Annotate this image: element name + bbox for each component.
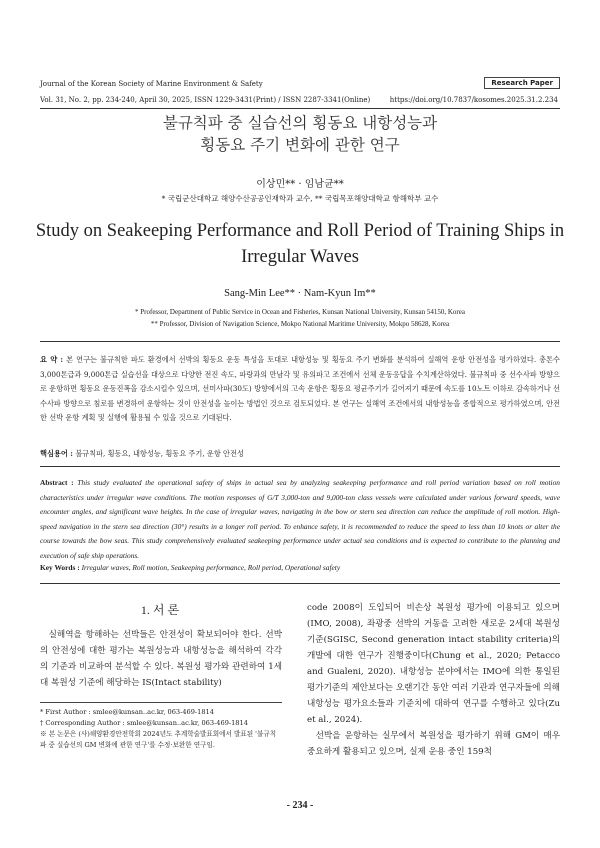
research-paper-badge: Research Paper [484, 77, 560, 89]
title-en-line1: Study on Seakeeping Performance and Roll Period of Training Ships in [35, 221, 565, 241]
footnote-corresponding: † Corresponding Author : smlee@kunsan..ac.kr, 063-469-1814 [40, 719, 248, 727]
abstract-ko-text: 본 연구는 불규칙한 파도 환경에서 선박의 횡동요 운동 특성을 토대로 내항성능 및 횡동요 주기 변화를 분석하여 실해역 운항 안전성을 평가하였다. 총톤수 3,000톤급과 9,000톤급 실습선을 대상으로 다양한 전진 속도, 파랑과의 만남각 및 유의파고 조건에서 선체 운동응답을 수치계산하였다. 불규칙파 중 선수사파 방향으로 운항하면 횡동요 운동진폭을 감소시킬수 있으며, 선미사파(30도) 방향에서의 고속 운항은 횡동요 평균주기가 길어져기 때문에 속도를 10노트 이하로 감속하거나 선수사파 방향으로 침로를 변경하여 운항하는 것이 안전성을 높이는 방법인 것으로 검토되었다. 본 연구는 실해역 조건에서의 내항성능을 종합적으로 평가하였으며, 안전한 선박 운항 계획 및 실행에 활용될 수 있을 것으로 기대된다. [40, 355, 560, 422]
affiliation-ko: * 국립군산대학교 해양수산공공인재학과 교수, ** 국립목포해양대학교 항해학부 교수 [161, 194, 439, 203]
authors-en: Sang-Min Lee** · Nam-Kyun Im** [224, 288, 376, 299]
footnotes [40, 707, 282, 751]
abstract-ko [40, 353, 560, 426]
title-ko-line2: 횡동요 주기 변화에 관한 연구 [200, 136, 400, 154]
affiliation-en-1: * Professor, Department of Public Service in Ocean and Fisheries, Kunsan National University, Kunsan 54150, Korea [135, 308, 465, 316]
title-en-line2: Irregular Waves [241, 247, 359, 267]
keywords-en-text: Irregular waves, Roll motion, Seakeeping performance, Roll period, Operational safety [81, 563, 341, 572]
abstract-top-rule [40, 341, 560, 342]
body-left-column: 실해역을 항해하는 선박들은 안전성이 확보되어야 한다. 선박의 안전성에 대한 평가는 복원성능과 내항성능을 해석하여 각각의 기준과 비교하여 분석할 수 있다. 복원성 평가와 관련하여 1세대 복원성 기준에 해당하는 IS(Intact stability) [40, 630, 282, 688]
volume-line: Vol. 31, No. 2, pp. 234-240, April 30, 2025, ISSN 1229-3431(Print) / ISSN 2287-3341(Online) [40, 96, 371, 104]
footnote-first-author: * First Author : smlee@kunsan..ac.kr, 063-469-1814 [40, 708, 214, 716]
body-right-column [307, 600, 560, 760]
abstract-en-label: Abstract : [40, 478, 74, 487]
keywords-ko-label: 핵심용어 : [40, 449, 73, 458]
keywords-ko-text: 불규칙파, 횡동요, 내항성능, 횡동요 주기, 운항 안전성 [75, 449, 244, 458]
body-right-para1: code 2008이 도입되어 비손상 복원성 평가에 이용되고 있으며(IMO, 2008), 좌광중 선박의 거동을 고려한 새로운 2세대 복원성 기준(SGISC, Second generation intact stability criteria)의 개발에 대한 연구가 진행중이다(Chung et al., 2020; Petacco and Gualeni, 2020). 내항성능 분야에서는 IMO에 의한 통일된 평가기준의 제안보다는 오랜기간 동안 여러 기관과 연구자들에 의해 내항성능 평가요소들과 기준치에 대하여 연구를 수행하고 있다(Zu et al., 2024). [307, 603, 560, 725]
journal-name: Journal of the Korean Society of Marine Environment & Safety [40, 80, 263, 88]
keywords-ko [40, 449, 244, 459]
abstract-en [40, 476, 560, 563]
section-heading: 1. 서 론 [140, 603, 180, 617]
footnote-note: ※ 본 논문은 (사)해양환경안전학회 2024년도 추계학술발표회에서 발표된 '불규칙파 중 실습선의 GM 변화에 관한 연구'를 수정·보완한 연구임. [40, 730, 277, 749]
abstract-ko-label: 요 약 : [40, 355, 64, 364]
page-number: - 234 - [286, 800, 314, 811]
keywords-en-label: Key Words : [40, 563, 80, 572]
title-ko-line1: 불규칙파 중 실습선의 횡동요 내항성능과 [162, 114, 438, 132]
keywords-en [40, 563, 340, 572]
abstract-mid-rule [40, 466, 560, 467]
body-right-para2: 선박을 운항하는 실무에서 복원성을 평가하기 위해 GM이 매우 중요하게 활용되고 있으며, 실제 운용 중인 159척 [307, 731, 560, 757]
abstract-en-text: This study evaluated the operational safety of ships in actual sea by analyzing seakeeping performance and roll period variation based on roll motion characteristics under irregular wave conditions. The motion responses of G/T 3,000-ton and 9,000-ton class vessels were calculated under various forward speeds, wave encounter angles, and significant wave heights. In the case of irregular waves, navigating in the bow or stern sea direction can reduce the amplitude of roll motion. High-speed navigation in the stern sea direction (30°) results in a longer roll period. To enhance safety, it is recommended to reduce the speed to less than 10 knots or alter the course towards the bow seas. This study comprehensively evaluated seakeeping performance under actual sea conditions and is expected to contribute to the planning and execution of safe ship operations. [40, 478, 561, 560]
footnote-rule [40, 702, 282, 703]
abstract-bottom-rule [40, 583, 560, 584]
affiliation-en-2: ** Professor, Division of Navigation Science, Mokpo National Maritime University, Mokpo 58628, Korea [150, 320, 450, 328]
authors-ko: 이상민** · 임남균** [256, 179, 344, 190]
doi-link[interactable]: https://doi.org/10.7837/kosomes.2025.31.2.234 [389, 96, 558, 104]
header-rule [40, 108, 560, 109]
